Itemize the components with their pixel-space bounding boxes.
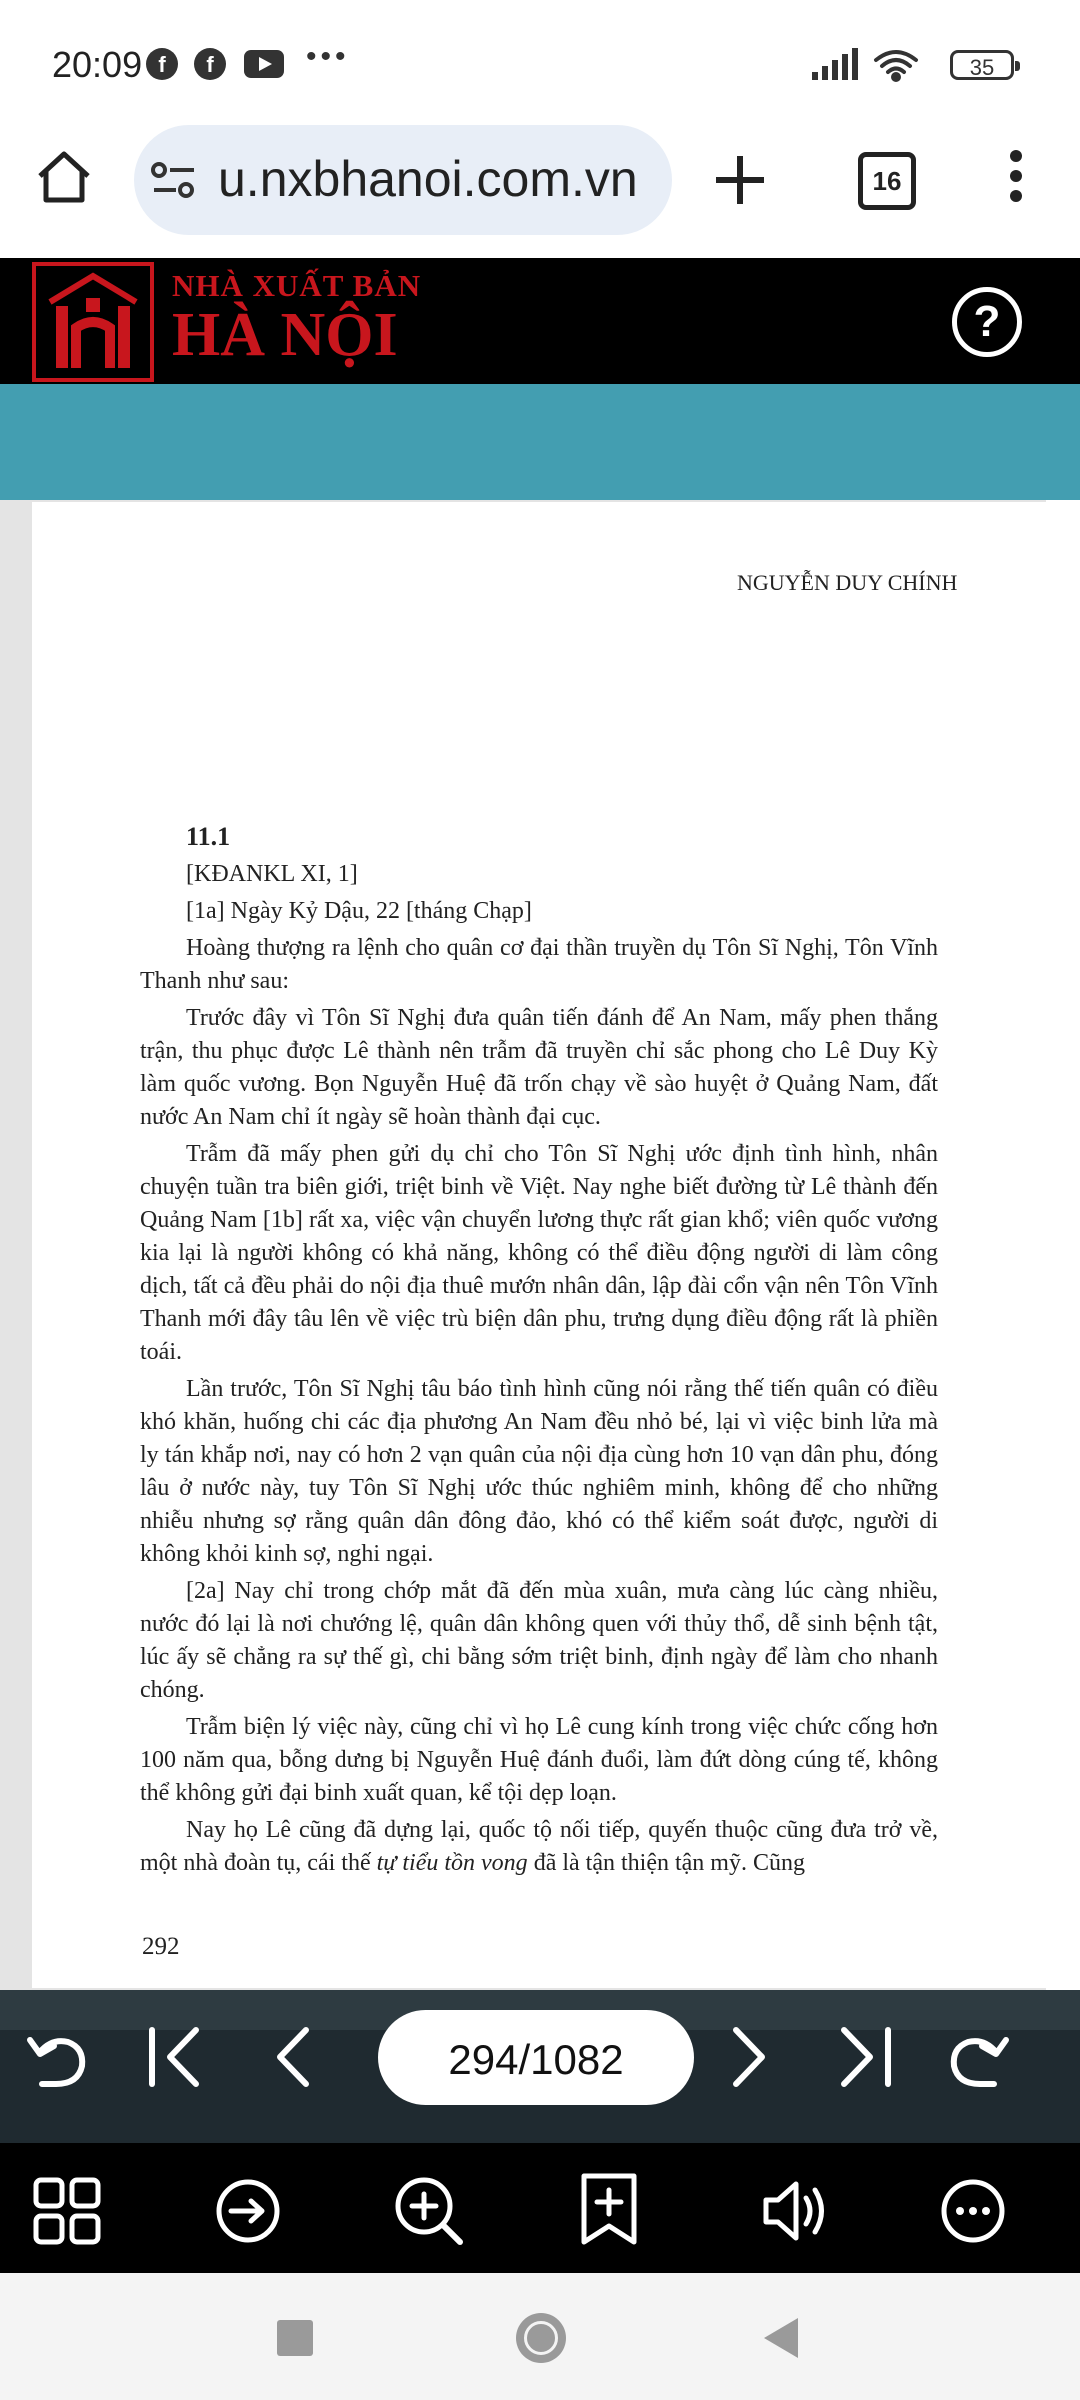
page-text xyxy=(140,858,938,1884)
italic-text: tự tiểu tồn vong xyxy=(376,1850,528,1876)
first-page-icon[interactable] xyxy=(140,2022,210,2092)
paragraph: Hoàng thượng ra lệnh cho quân cơ đại thần truyền dụ Tôn Sĩ Nghị, Tôn Vĩnh Thanh như sau: xyxy=(140,935,938,994)
url-text[interactable]: u.nxbhanoi.com.vn xyxy=(218,151,638,207)
paragraph xyxy=(140,1814,938,1880)
running-header: NGUYỄN DUY CHÍNH xyxy=(737,570,958,595)
signal-icon xyxy=(812,48,858,80)
text-run: đã là tận thiện tận mỹ. Cũng xyxy=(527,1850,805,1876)
browser-menu-icon[interactable] xyxy=(996,146,1036,206)
section-title: 11.1 xyxy=(186,822,231,851)
page-edge xyxy=(1046,500,1080,1990)
tab-switcher-button[interactable]: 16 xyxy=(858,152,916,210)
more-options-icon[interactable] xyxy=(938,2176,1008,2246)
site-header xyxy=(0,258,1080,384)
more-notifications-icon: ••• xyxy=(306,40,350,73)
publisher-name-line1: NHÀ XUẤT BẢN xyxy=(172,268,422,303)
page-indicator[interactable]: 294/1082 xyxy=(448,2036,624,2083)
publisher-logo-icon[interactable] xyxy=(32,262,154,382)
paragraph: Trẫm biện lý việc này, cũng chỉ vì họ Lê cung kính trong việc chức cống hơn 100 năm qua, bỗng dưng bị Nguyễn Huệ đánh đuổi, làm đứt dòng cúng tế, không thể không gửi đại binh xuất quan, kể tội dẹp loạn. xyxy=(140,1714,938,1806)
reader-top-bar xyxy=(0,384,1080,500)
home-button-icon[interactable] xyxy=(516,2313,566,2363)
previous-page-icon[interactable] xyxy=(260,2022,330,2092)
help-button[interactable]: ? xyxy=(952,287,1022,357)
paragraph: [2a] Nay chỉ trong chớp mắt đã đến mùa xuân, mưa càng lúc càng nhiều, nước đó lại là nơi chướng lệ, quân dân không quen với thủy thổ, dễ sinh bệnh tật, lúc ấy sẽ chẳng ra sự thế gì, chi bằng sớm triệt binh, định ngày để làm cho nhanh chóng. xyxy=(140,1578,938,1703)
paragraph: Lần trước, Tôn Sĩ Nghị tâu báo tình hình cũng nói rằng thế tiến quân có điều khó khăn, huống chi các địa phương An Nam đều nhỏ bé, lại vì việc binh lửa mà ly tán khắp nơi, nay có hơn 2 vạn quân của nội địa cùng hơn 10 vạn dân phu, đóng lâu ở nước này, tuy Tôn Sĩ Nghị ước thúc nghiêm minh, không để cho những nhiễu nhưng sợ rằng quân dân đông đảo, khó có thể kiểm soát được, người di không khỏi kinh sợ, nghi ngại. xyxy=(140,1376,938,1567)
date-line: [1a] Ngày Kỷ Dậu, 22 [tháng Chạp] xyxy=(186,898,532,924)
text-run: Nay họ Lê cũng đã dựng lại, quốc tộ nối tiếp, quyến thuộc cũng đưa trở về, một nhà đoàn tụ, cái thế xyxy=(140,1817,938,1876)
paragraph: Trẫm đã mấy phen gửi dụ chỉ cho Tôn Sĩ Nghị ước định tình hình, nhân chuyện tuần tra biên giới, triệt binh về Việt. Nay nghe biết đường từ Lê thành đến Quảng Nam [1b] rất xa, việc vận chuyển lương thực rất gian khổ; viên quốc vương kia lại là người không có khả năng, không có thể điều động người di làm công dịch, tất cả đều phải do nội địa thuê mướn nhân dân, lập đài cổn vận nên Tôn Vĩnh Thanh mới đây tâu lên về việc trù biện dân phu, trưng dụng điều động rất là phiền toái. xyxy=(140,1141,938,1365)
status-time: 20:09 xyxy=(52,44,143,85)
wifi-icon xyxy=(876,52,916,80)
facebook-icon: f xyxy=(146,48,178,80)
add-bookmark-icon[interactable] xyxy=(578,2172,640,2248)
new-tab-icon[interactable] xyxy=(712,152,768,208)
reader-toolbar xyxy=(0,2143,1080,2273)
zoom-in-icon[interactable] xyxy=(392,2174,466,2248)
go-to-page-icon[interactable] xyxy=(213,2176,283,2246)
youtube-icon xyxy=(244,50,284,78)
recent-apps-icon[interactable] xyxy=(277,2320,313,2356)
facebook-icon: f xyxy=(194,48,226,80)
redo-icon[interactable] xyxy=(944,2022,1014,2092)
home-icon[interactable] xyxy=(34,146,94,206)
battery-indicator: 35 xyxy=(950,50,1014,80)
read-aloud-icon[interactable] xyxy=(760,2176,832,2246)
signal-wifi-icons xyxy=(810,44,930,84)
grid-view-icon[interactable] xyxy=(32,2176,102,2246)
publisher-name-line2: HÀ NỘI xyxy=(172,301,398,369)
back-icon[interactable] xyxy=(764,2318,798,2358)
site-settings-icon[interactable] xyxy=(150,158,198,202)
last-page-icon[interactable] xyxy=(830,2022,900,2092)
paragraph: Trước đây vì Tôn Sĩ Nghị đưa quân tiến đánh để An Nam, mấy phen thắng trận, thu phục được Lê thành nên trẫm đã truyền chỉ sắc phong cho Lê Duy Kỳ làm quốc vương. Bọn Nguyễn Huệ đã trốn chạy về sào huyệt ở Quảng Nam, đất nước An Nam chỉ ít ngày sẽ hoàn thành đại cục. xyxy=(140,1005,938,1130)
undo-icon[interactable] xyxy=(22,2022,92,2092)
next-page-icon[interactable] xyxy=(712,2022,782,2092)
reference-line: [KĐANKL XI, 1] xyxy=(186,861,358,887)
page-number: 292 xyxy=(142,1933,180,1960)
